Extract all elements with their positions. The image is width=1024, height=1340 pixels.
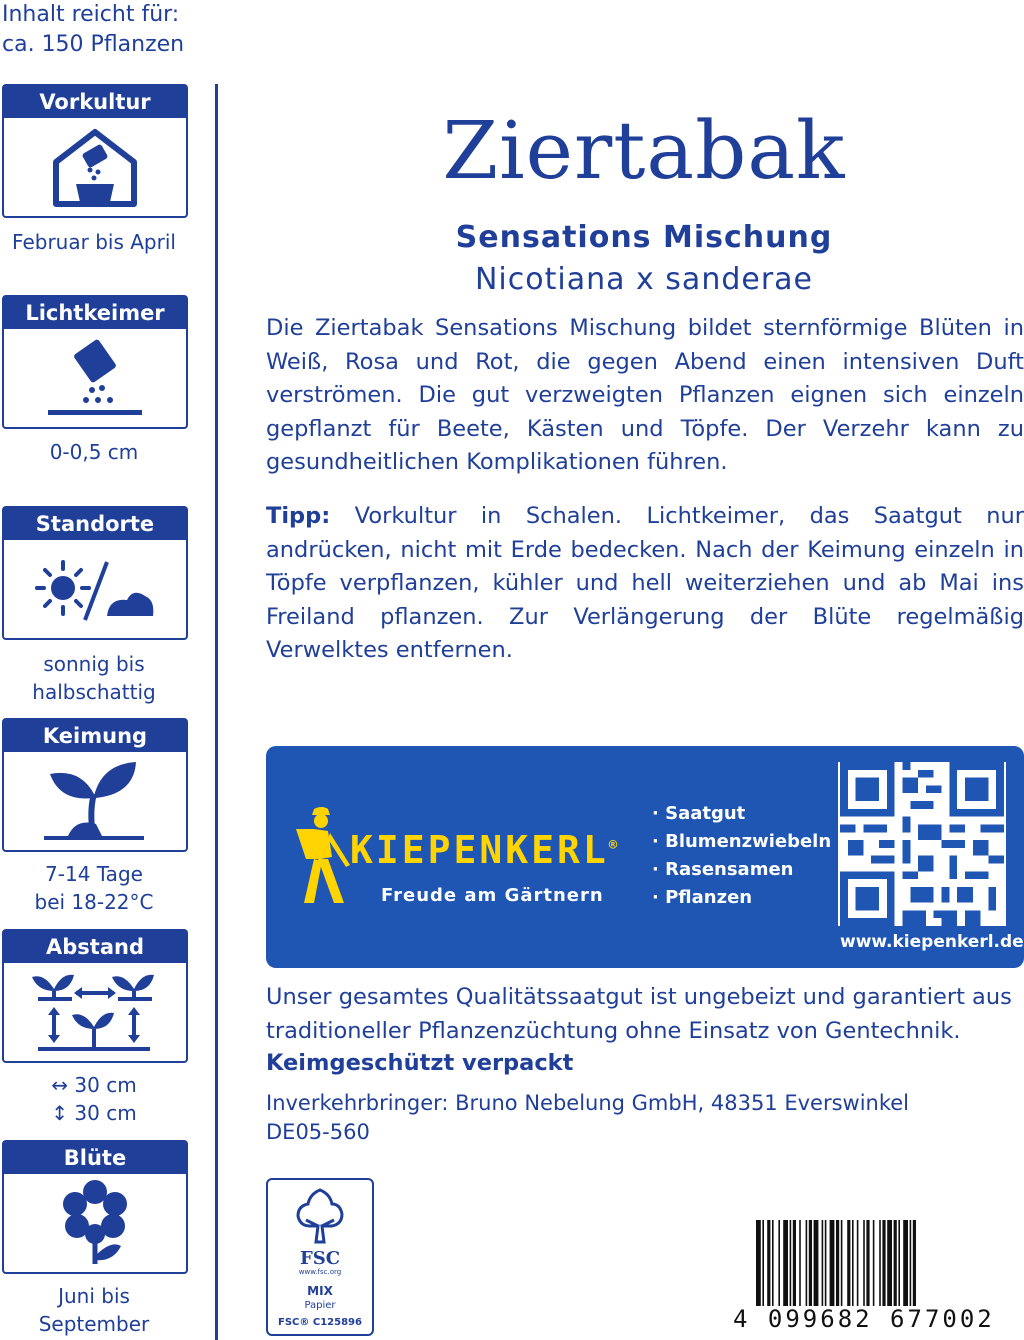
brand-name [350,828,620,872]
spacing-icon [4,963,186,1061]
bluete-caption-line1: Juni bis [58,1284,130,1308]
sidebar-divider [215,84,218,1340]
sprout-icon [4,752,186,850]
registered-mark: ® [608,837,621,854]
category-item: · Rasensamen [652,859,794,880]
fsc-mix: MIX [307,1284,333,1298]
qr-code[interactable] [838,762,1006,926]
keimung-card [2,718,188,852]
standorte-caption-line1: sonnig bis [43,652,145,676]
lichtkeimer-title: Lichtkeimer [4,297,186,329]
fsc-site: www.fsc.org [298,1268,342,1276]
vorkultur-title: Vorkultur [4,86,186,118]
abstand-caption-line1: ↔ 30 cm [51,1073,137,1097]
product-category-list [652,800,831,912]
category-item: · Pflanzen [652,887,753,908]
fsc-label [266,1178,374,1336]
abstand-title: Abstand [4,931,186,963]
packed-note: Keimgeschützt verpackt [266,1050,574,1076]
fsc-tree-icon [290,1186,350,1246]
growing-tip [266,500,1024,668]
product-variety: Sensations Mischung [455,220,833,255]
tip-label: Tipp: [266,503,331,529]
barcode [756,1220,1024,1310]
bluete-card [2,1140,188,1274]
distributor-line: Inverkehrbringer: Bruno Nebelung GmbH, 48351 Everswinkel [266,1091,910,1115]
brand-wordmark: KIEPENKERL [350,828,609,872]
standorte-card [2,506,188,640]
lichtkeimer-card [2,295,188,429]
lichtkeimer-caption: 0-0,5 cm [49,440,139,464]
keimung-caption-line2: bei 18-22°C [34,890,154,914]
distributor-info [266,1089,1024,1147]
greenhouse-icon [4,118,186,216]
abstand-card [2,929,188,1063]
coverage-line2: ca. 150 Pflanzen [2,32,185,57]
product-description: Die Ziertabak Sensations Mischung bildet sternförmige Blüten in Weiß, Rosa und Rot, die gegen Abend einen intensiven Duft verströmen. Die gut verzweigten Pflanzen eignen sich einzeln gepflanzt für Beete, Kästen und Töpfe. Der Verzehr kann zu gesundheitlichen Komplikationen führen. [266,315,1024,475]
coverage-line1: Inhalt reicht für: [2,2,180,27]
abstand-caption [0,1071,188,1127]
category-item: · Saatgut [652,803,746,824]
fsc-name: FSC [299,1248,341,1269]
vorkultur-caption: Februar bis April [12,230,176,254]
control-code: DE05-560 [266,1120,370,1144]
website-link[interactable]: www.kiepenkerl.de [840,932,1024,952]
vorkultur-card [2,84,188,218]
bluete-caption [0,1282,188,1338]
flower-icon [4,1174,186,1272]
product-latin-name: Nicotiana x sanderae [474,262,814,297]
abstand-caption-line2: ↕ 30 cm [51,1101,137,1125]
coverage-info [0,0,184,60]
standorte-caption [0,650,188,706]
sun-shade-icon [4,540,186,638]
standorte-title: Standorte [4,508,186,540]
brand-slogan: Freude am Gärtnern [381,885,604,906]
bluete-caption-line2: September [38,1312,150,1336]
keimung-caption-line1: 7-14 Tage [45,862,143,886]
keimung-title: Keimung [4,720,186,752]
fsc-paper: Papier [304,1300,336,1311]
quality-statement: Unser gesamtes Qualitätssaatgut ist ungebeizt und garantiert aus traditioneller Pflanzenzüchtung ohne Einsatz von Gentechnik. [266,984,1012,1044]
category-item: · Blumenzwiebeln [652,831,832,852]
fsc-license: FSC® C125896 [278,1317,362,1328]
tip-text: Vorkultur in Schalen. Lichtkeimer, das Saatgut nur andrücken, nicht mit Erde bedecken. Nach der Keimung einzeln in Töpfe verpflanzen, kühler und hell weiterziehen und ab Mai ins Freiland pflanzen. Zur Verlängerung der Blüte regelmäßig Verwelktes entfernen. [266,503,1024,663]
kiepenkerl-figure-logo [292,805,352,909]
product-title: Ziertabak [442,104,846,197]
seed-packet-icon [4,329,186,427]
barcode-number: 4 099682 677002 [733,1305,995,1333]
bluete-title: Blüte [4,1142,186,1174]
standorte-caption-line2: halbschattig [32,680,156,704]
keimung-caption [0,860,188,916]
